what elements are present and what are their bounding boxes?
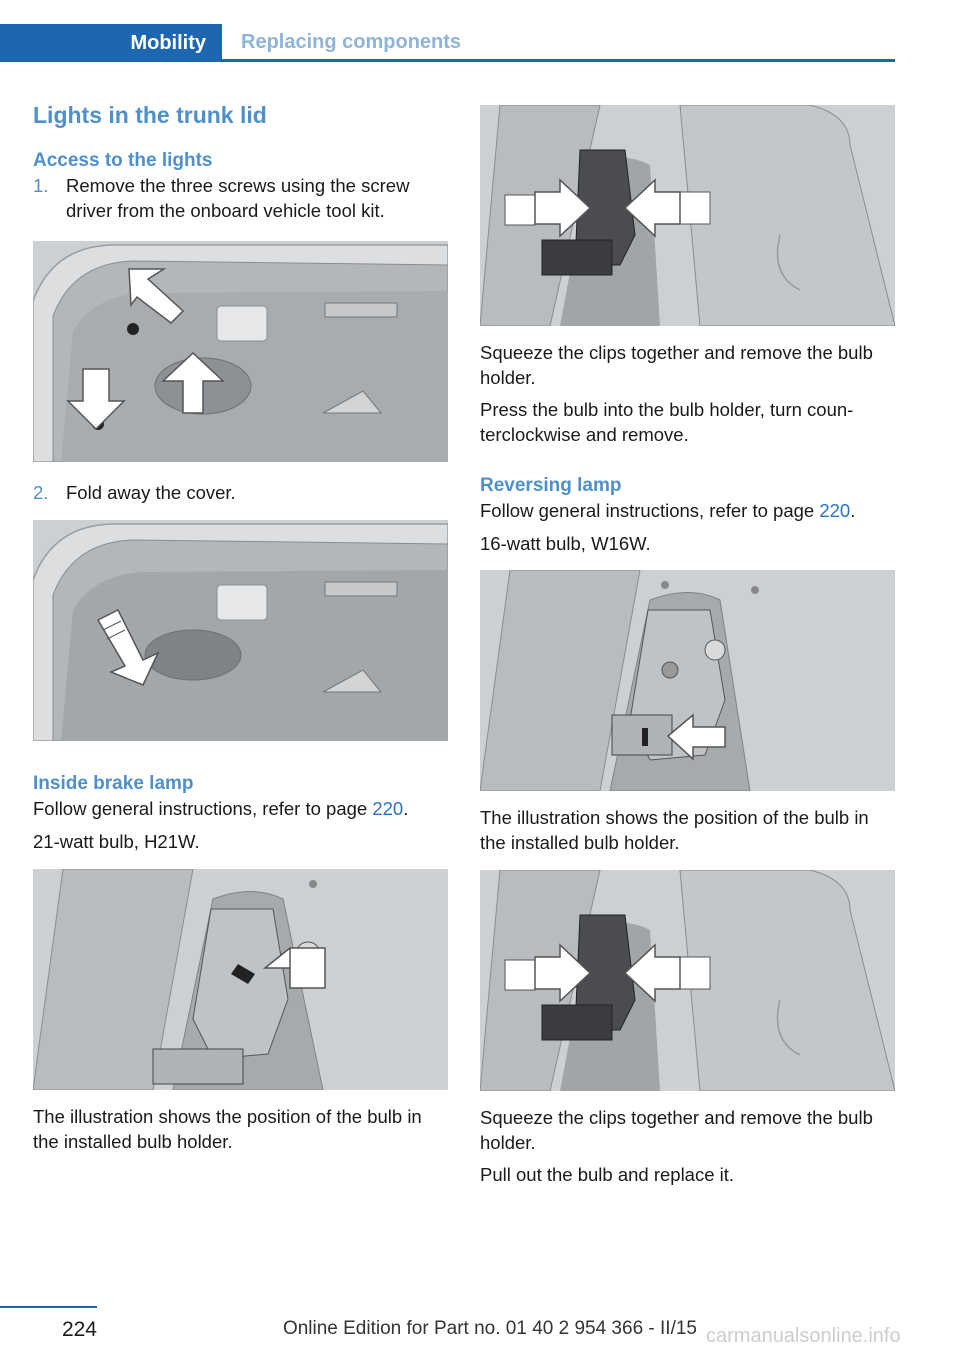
reversing-reference: Follow general instructions, refer to page 220. <box>480 500 856 521</box>
access-heading: Access to the lights <box>33 150 213 171</box>
pull-instruction: Pull out the bulb and replace it. <box>480 1164 735 1185</box>
press-instruction: Press the bulb into the bulb holder, turn coun-terclockwise and remove. <box>480 399 854 445</box>
page-link[interactable]: 220 <box>372 798 404 819</box>
step-1 <box>33 173 448 223</box>
watermark: carmanualsonline.info <box>706 1325 901 1347</box>
header-rule <box>0 59 895 62</box>
squeeze-instruction-2: Squeeze the clips together and remove the bulb holder. <box>480 1107 873 1153</box>
subsection-label: Replacing components <box>241 31 462 53</box>
page-number: 224 <box>61 1318 97 1341</box>
reversing-lamp-illustration <box>480 570 895 791</box>
step-2 <box>33 480 448 505</box>
brake-lamp-illustration <box>33 869 448 1090</box>
section-tab: Mobility <box>0 24 222 62</box>
brake-lamp-heading: Inside brake lamp <box>33 773 194 794</box>
step-number: 1. <box>33 175 49 196</box>
section-heading: Lights in the trunk lid <box>33 102 267 128</box>
edition-note: Online Edition for Part no. 01 40 2 954 366 - II/15 <box>282 1318 697 1339</box>
fold-cover-illustration <box>33 520 448 741</box>
trunk-lid-screws-illustration <box>33 241 448 462</box>
step-number: 2. <box>33 482 49 503</box>
reversing-bulb-spec: 16-watt bulb, W16W. <box>480 533 651 554</box>
bulb-holder-clips-illustration-2 <box>480 870 895 1091</box>
page-link[interactable]: 220 <box>819 500 851 521</box>
brake-caption: The illustration shows the position of the bulb in the installed bulb holder. <box>33 1106 422 1152</box>
footer-rule <box>0 1306 97 1308</box>
squeeze-instruction-1: Squeeze the clips together and remove the bulb holder. <box>480 342 873 388</box>
step-text: Fold away the cover. <box>66 482 236 503</box>
step-text: Remove the three screws using the screw driver from the onboard vehicle tool kit. <box>66 175 410 221</box>
reversing-caption: The illustration shows the position of the bulb in the installed bulb holder. <box>480 807 869 853</box>
right-column <box>480 105 895 1187</box>
left-column <box>33 100 448 1154</box>
brake-bulb-spec: 21-watt bulb, H21W. <box>33 831 200 852</box>
reversing-lamp-heading: Reversing lamp <box>480 475 622 496</box>
page-header <box>0 24 895 62</box>
brake-reference: Follow general instructions, refer to page 220. <box>33 798 409 819</box>
bulb-holder-clips-illustration <box>480 105 895 326</box>
